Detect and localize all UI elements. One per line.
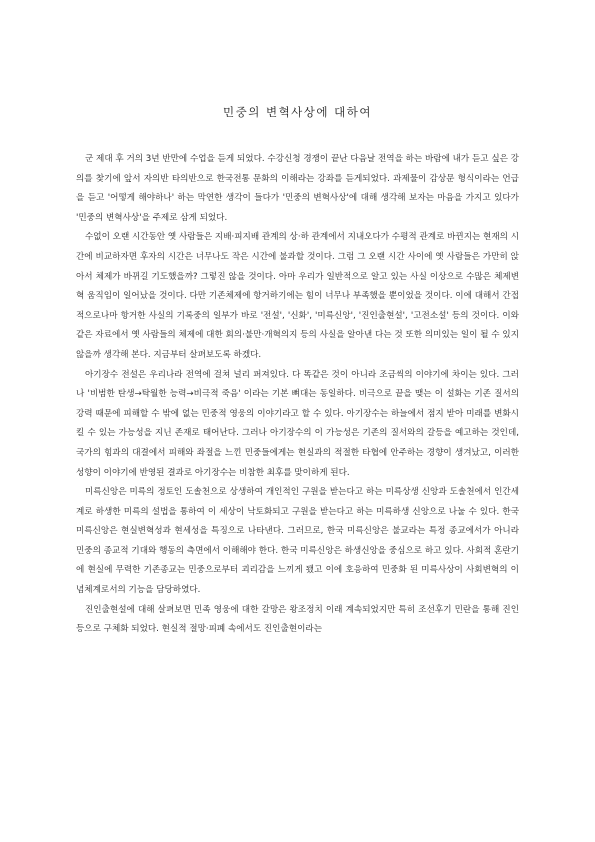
document-title: 민중의 변혁사상에 대하여	[222, 105, 372, 119]
paragraph: 군 제대 후 거의 3년 반만에 수업을 듣게 되었다. 수강신청 경쟁이 끝난 다음날 전역을 하는 바람에 내가 듣고 싶은 강의를 찾기에 앞서 자의반 타의반으로 한국전통 문화의 이해라는 강좌를 듣게되었다. 과제물이 감상문 형식이라는 언급을 듣고 '어떻게 해야하나' 하는 막연한 생각이 들다가 '민중의 변혁사상'에 대해 생각해 보자는 마음을 가지고 있다가 '민중의 변혁사상'을 주제로 삼게 되었다.	[76, 154, 519, 223]
paragraph: 수없이 오랜 시간동안 옛 사람들은 지배·피지배 관계의 상·하 관계에서 지내오다가 수평적 관계로 바뀐지는 현재의 시간에 비교하자면 후자의 시간은 너무나도 작은 시간에 불과할 것이다. 그럼 그 오랜 시간 사이에 옛 사람들은 가만히 앉아서 체제가 바뀌길 기도했을까? 그렇진 않을 것이다. 아마 우리가 일반적으로 알고 있는 사실 이상으로 수많은 체제변혁 움직임이 일어났을 것이다. 다만 기존체제에 항거하기에는 힘이 너무나 부족했을 뿐이었을 것이다. 이에 대해서 간접적으로나마 항거한 사실의 기록중의 일부가 바로 '전설', '신화', '미륵신앙', '진인출현설', '고전소설' 등의 것이다. 이와 같은 자료에서 옛 사람들의 체제에 대한 회의·불만·개혁의지 등의 사실을 알아낸 다는 것 또한 의미있는 일이 될 수 있지 않을까 생각해 본다. 지금부터 살펴보도록 하겠다.	[76, 232, 519, 360]
paragraph: 아기장수 전설은 우리나라 전역에 걸쳐 널리 퍼져있다. 다 똑같은 것이 아니라 조금씩의 이야기에 차이는 있다. 그러나 '비범한 탄생→탁월한 능력→비극적 죽음' 이라는 기본 뼈대는 동일하다. 비극으로 끝을 맺는 이 설화는 기존 질서의 강력 때문에 피해할 수 밖에 없는 민중적 영웅의 이야기라고 할 수 있다. 아기장수는 하늘에서 점지 받아 미래를 변화시킬 수 있는 가능성을 지닌 존재로 태어난다. 그러나 아기장수의 이 가능성은 기존의 질서와의 갈등을 예고하는 것인데, 국가의 힘과의 대결에서 피해와 좌절을 느낀 민중들에게는 현실과의 적절한 타협에 안주하는 경향이 생겨났고, 이러한 성향이 이야기에 반영된 결과로 아기장수는 비참한 최후를 맞이하게 된다.	[76, 369, 519, 478]
document-body	[76, 150, 519, 640]
paragraph: 미륵신앙은 미륵의 정토인 도솔천으로 상생하여 개인적인 구원을 받는다고 하는 미륵상생 신앙과 도솔천에서 인간세계로 하생한 미륵의 설법을 통하여 이 세상이 낙토화되고 구원을 받는다고 하는 미륵하생 신앙으로 나눌 수 있다. 한국 미륵신앙은 현실변혁성과 현세성을 특징으로 나타낸다. 그러므로, 한국 미륵신앙은 불교라는 특정 종교에서가 아니라 민중의 종교적 기대와 행동의 측면에서 이해해야 한다. 한국 미륵신앙은 하생신앙을 중심으로 하고 있다. 사회적 혼란기에 현실에 무력한 기존종교는 민중으로부터 괴리감을 느끼게 됐고 이에 호응하여 민중화 된 미륵사상이 사회변혁의 이념체계로서의 기능을 담당하였다.	[76, 487, 519, 596]
paragraph: 진인출현설에 대해 살펴보면 민족 영웅에 대한 갈망은 왕조정치 이래 계속되었지만 특히 조선후기 민란을 통해 진인 등으로 구체화 되었다. 현실적 절망·피폐 속에서도 진인출현이라는	[76, 604, 519, 635]
